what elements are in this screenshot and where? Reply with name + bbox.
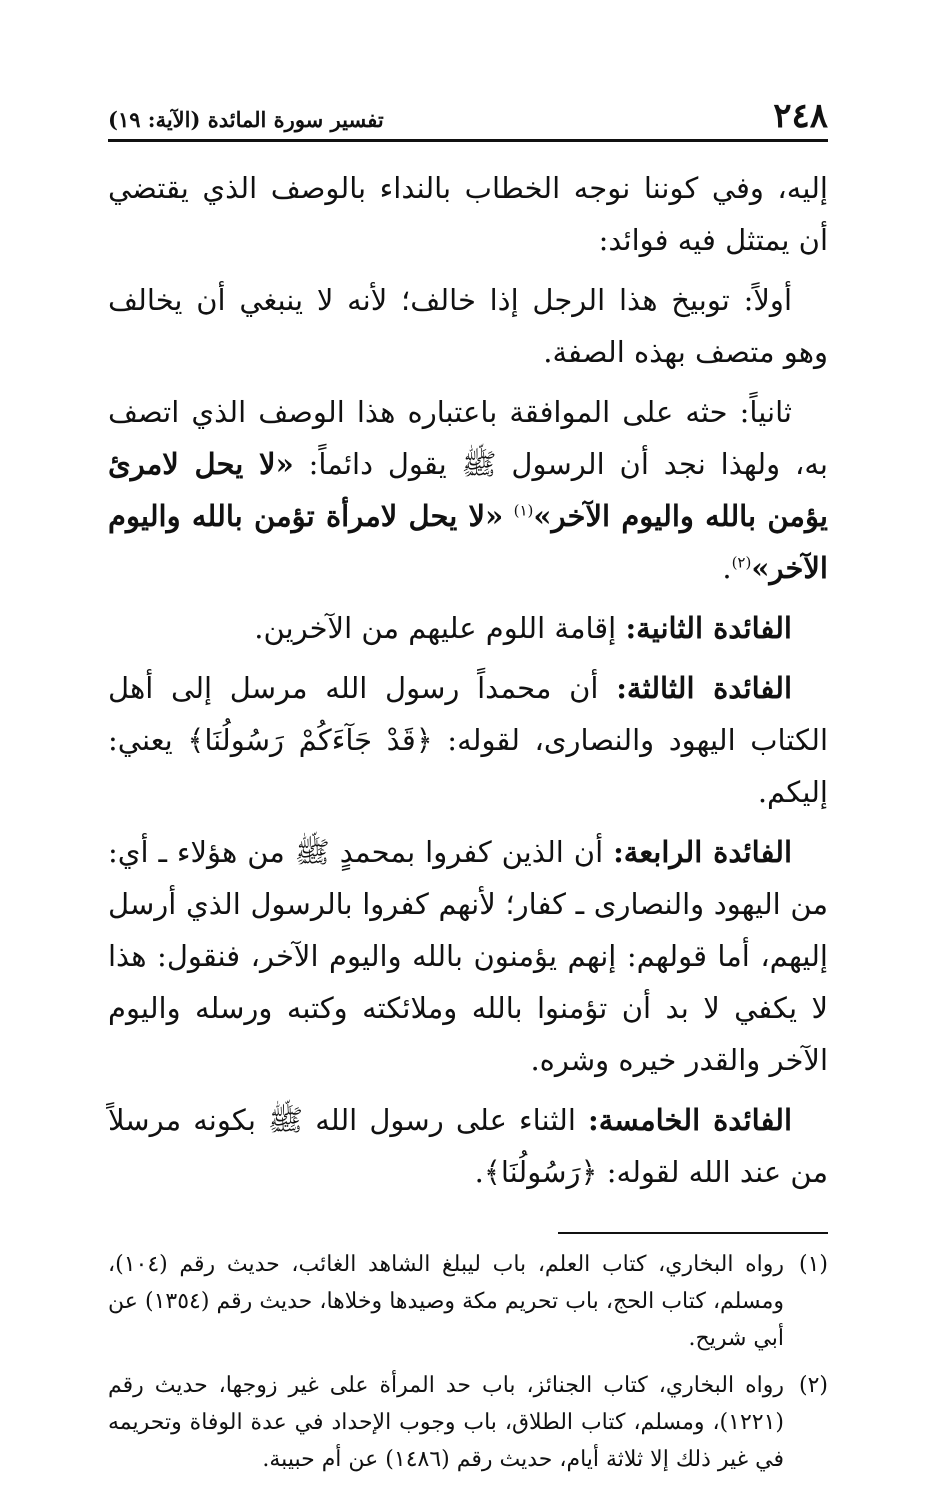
benefit-5-end: . xyxy=(474,1155,484,1189)
benefit-4-label: الفائدة الرابعة: xyxy=(613,835,793,869)
paragraph-3 xyxy=(108,386,828,594)
benefit-2-label: الفائدة الثانية: xyxy=(625,611,792,645)
benefit-5-text: الثناء على رسول الله ﷺ بكونه مرسلاً من عند الله لقوله: xyxy=(108,1103,828,1189)
book-page xyxy=(108,80,828,1488)
page-number: ٢٤٨ xyxy=(773,96,828,136)
paragraph-3-end: . xyxy=(722,551,732,585)
quran-quote-2: ﴿رَسُولُنَا﴾ xyxy=(483,1155,598,1189)
quran-quote-1: ﴿قَدْ جَآءَكُمْ رَسُولُنَا﴾ xyxy=(187,723,433,757)
hadith-quote-1: «لا يحل لامرئ يؤمن بالله واليوم الآخر» xyxy=(108,447,828,533)
benefit-5-label: الفائدة الخامسة: xyxy=(588,1103,793,1137)
footnote-2-text: رواه البخاري، كتاب الجنائز، باب حد المرأة على غير زوجها، حديث رقم (١٢٢١)، ومسلم، كتاب الطلاق، باب وجوب الإحداد في عدة الوفاة وتحريمه في غير ذلك إلا ثلاثة أيام، حديث رقم (١٤٨٦) عن أم حبيبة. xyxy=(108,1373,784,1472)
paragraph-5 xyxy=(108,662,828,818)
benefit-3-end: يعني: إليكم. xyxy=(108,723,828,809)
footnote-1-number: (١) xyxy=(798,1252,828,1277)
footnote-divider xyxy=(558,1232,828,1234)
footnote-1 xyxy=(108,1246,828,1357)
footnote-ref-1[interactable]: (١) xyxy=(513,501,534,520)
paragraph-4 xyxy=(108,602,828,654)
page-header xyxy=(108,80,828,142)
footnote-1-text: رواه البخاري، كتاب العلم، باب ليبلغ الشاهد الغائب، حديث رقم (١٠٤)، ومسلم، كتاب الحج، باب تحريم مكة وصيدها وخلاها، حديث رقم (١٣٥٤) عن أبي شريح. xyxy=(108,1252,784,1351)
paragraph-3-intro: ثانياً: حثه على الموافقة باعتباره هذا الوصف الذي اتصف به، ولهذا نجد أن الرسول ﷺ يقول دائماً: xyxy=(108,395,828,481)
hadith-quote-2: «لا يحل لامرأة تؤمن بالله واليوم الآخر» xyxy=(108,499,828,585)
paragraph-6 xyxy=(108,826,828,1086)
benefit-4-text: أن الذين كفروا بمحمدٍ ﷺ من هؤلاء ـ أي: من اليهود والنصارى ـ كفار؛ لأنهم كفروا بالرسول الذي أرسل إليهم، أما قولهم: إنهم يؤمنون بالله واليوم الآخر، فنقول: هذا لا يكفي لا بد أن تؤمنوا بالله وملائكته وكتبه ورسله واليوم الآخر والقدر خيره وشره. xyxy=(108,835,828,1077)
footnote-ref-2[interactable]: (٢) xyxy=(731,553,752,572)
paragraph-2 xyxy=(108,274,828,378)
paragraph-1-text: إليه، وفي كوننا نوجه الخطاب بالنداء بالوصف الذي يقتضي أن يمتثل فيه فوائد: xyxy=(108,171,828,257)
paragraph-7 xyxy=(108,1094,828,1198)
paragraph-2-text: أولاً: توبيخ هذا الرجل إذا خالف؛ لأنه لا ينبغي أن يخالف وهو متصف بهذه الصفة. xyxy=(108,283,828,369)
footnote-2 xyxy=(108,1367,828,1478)
footnote-2-number: (٢) xyxy=(798,1373,828,1398)
benefit-2-text: إقامة اللوم عليهم من الآخرين. xyxy=(254,611,617,645)
benefit-3-text: أن محمداً رسول الله مرسل إلى أهل الكتاب اليهود والنصارى، لقوله: xyxy=(108,671,829,757)
footnotes xyxy=(108,1246,828,1478)
benefit-3-label: الفائدة الثالثة: xyxy=(616,671,792,705)
page-body xyxy=(108,162,828,1198)
running-title: تفسير سورة المائدة (الآية: ١٩) xyxy=(108,107,384,132)
paragraph-1 xyxy=(108,162,828,266)
